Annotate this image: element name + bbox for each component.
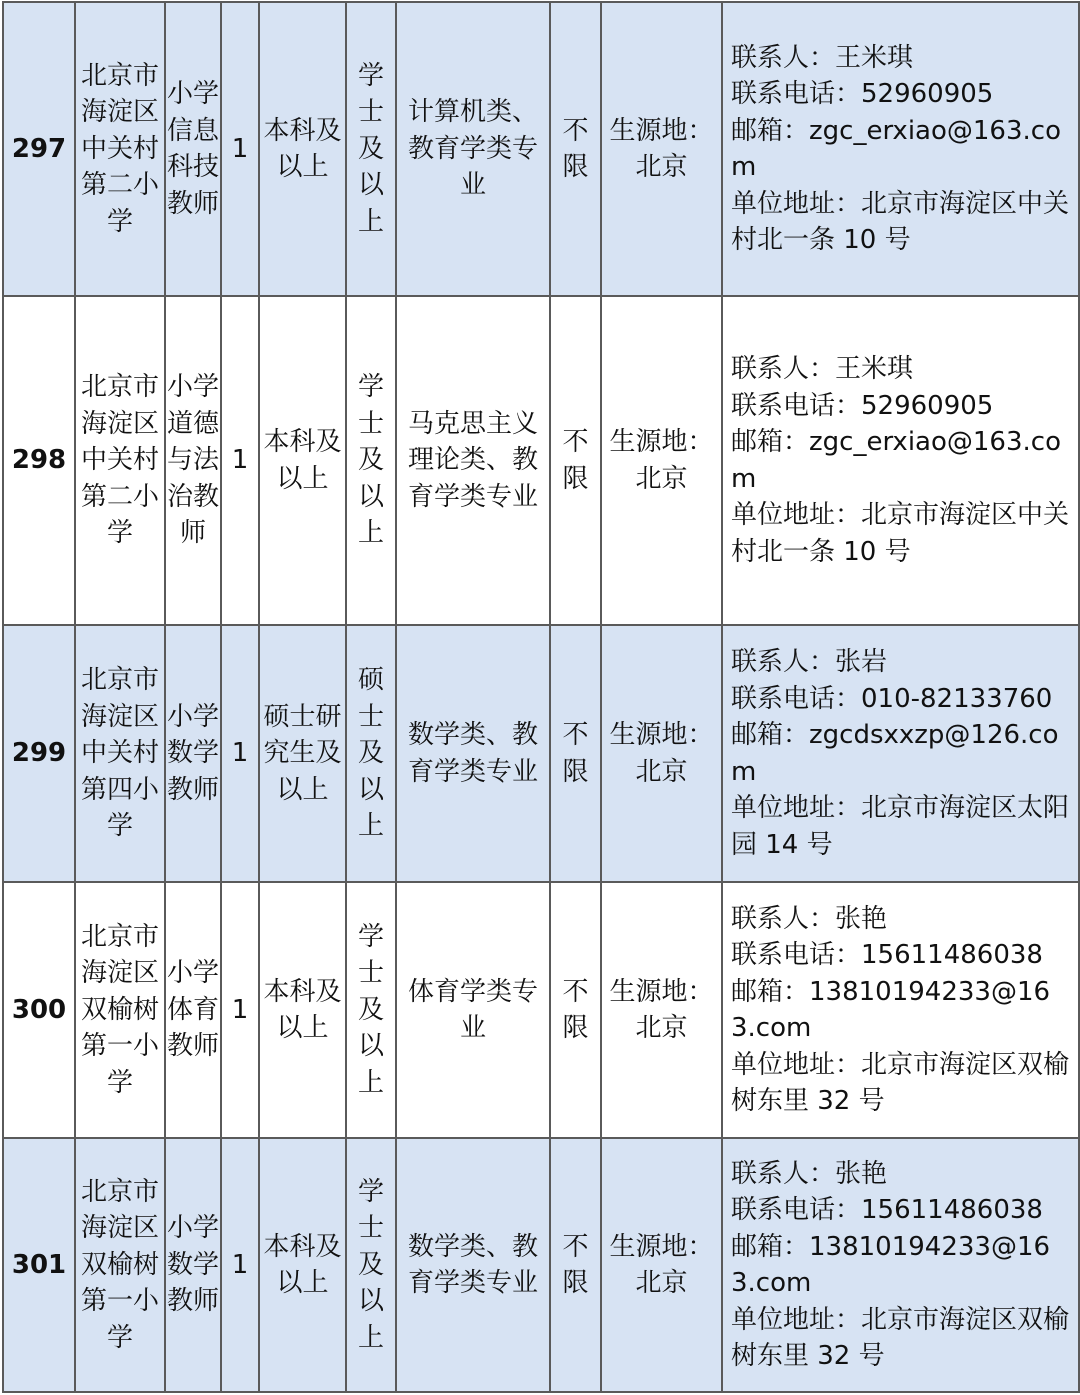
contact-info (722, 2, 1079, 296)
position-name: 小学数学教师 (165, 1138, 221, 1392)
position-name: 小学信息科技教师 (165, 2, 221, 296)
major-requirement: 数学类、教育学类专业 (396, 625, 550, 882)
contact-phone: 联系电话：15611486038 (731, 940, 1043, 970)
degree-requirement: 学士及以上 (346, 296, 396, 625)
education-requirement: 本科及以上 (259, 296, 346, 625)
table-row (3, 882, 1079, 1138)
contact-phone: 联系电话：010-82133760 (731, 683, 1053, 714)
row-number: 297 (3, 2, 75, 296)
age-requirement: 不限 (550, 882, 601, 1138)
contact-person: 联系人：王米琪 (731, 354, 914, 384)
contact-address: 单位地址：北京市海淀区中关村北一条 10 号 (731, 500, 1070, 567)
contact-email: 邮箱：13810194233@163.com (731, 1231, 1051, 1298)
table-row (3, 625, 1079, 882)
education-requirement: 本科及以上 (259, 2, 346, 296)
origin-requirement: 生源地：北京 (601, 1138, 722, 1392)
job-listing-table (2, 1, 1080, 1393)
degree-requirement: 学士及以上 (346, 882, 396, 1138)
contact-info (722, 296, 1079, 625)
major-requirement: 马克思主义理论类、教育学类专业 (396, 296, 550, 625)
row-number: 299 (3, 625, 75, 882)
hiring-count: 1 (221, 882, 259, 1138)
contact-person: 联系人：王米琪 (731, 42, 914, 73)
origin-requirement: 生源地：北京 (601, 882, 722, 1138)
major-requirement: 计算机类、教育学类专业 (396, 2, 550, 296)
age-requirement: 不限 (550, 625, 601, 882)
origin-requirement: 生源地：北京 (601, 2, 722, 296)
education-requirement: 本科及以上 (259, 1138, 346, 1392)
origin-requirement: 生源地：北京 (601, 625, 722, 882)
hiring-count: 1 (221, 2, 259, 296)
position-name: 小学道德与法治教师 (165, 296, 221, 625)
degree-requirement: 学士及以上 (346, 1138, 396, 1392)
contact-info (722, 882, 1079, 1138)
contact-person: 联系人：张艳 (731, 1158, 888, 1189)
employer-unit: 北京市海淀区双榆树第一小学 (75, 1138, 165, 1392)
row-number: 300 (3, 882, 75, 1138)
employer-unit: 北京市海淀区中关村第二小学 (75, 2, 165, 296)
employer-unit: 北京市海淀区双榆树第一小学 (75, 882, 165, 1138)
contact-address: 单位地址：北京市海淀区中关村北一条 10 号 (731, 188, 1070, 255)
contact-address: 单位地址：北京市海淀区双榆树东里 32 号 (731, 1049, 1070, 1116)
contact-info (722, 1138, 1079, 1392)
row-number: 298 (3, 296, 75, 625)
hiring-count: 1 (221, 1138, 259, 1392)
row-number: 301 (3, 1138, 75, 1392)
degree-requirement: 学士及以上 (346, 2, 396, 296)
major-requirement: 数学类、教育学类专业 (396, 1138, 550, 1392)
hiring-count: 1 (221, 625, 259, 882)
position-name: 小学体育教师 (165, 882, 221, 1138)
hiring-count: 1 (221, 296, 259, 625)
education-requirement: 本科及以上 (259, 882, 346, 1138)
education-requirement: 硕士研究生及以上 (259, 625, 346, 882)
employer-unit: 北京市海淀区中关村第二小学 (75, 296, 165, 625)
employer-unit: 北京市海淀区中关村第四小学 (75, 625, 165, 882)
age-requirement: 不限 (550, 1138, 601, 1392)
contact-email: 邮箱：zgc_erxiao@163.com (731, 427, 1061, 494)
origin-requirement: 生源地：北京 (601, 296, 722, 625)
contact-phone: 联系电话：52960905 (731, 390, 994, 421)
age-requirement: 不限 (550, 296, 601, 625)
contact-phone: 联系电话：15611486038 (731, 1195, 1043, 1225)
age-requirement: 不限 (550, 2, 601, 296)
major-requirement: 体育学类专业 (396, 882, 550, 1138)
contact-person: 联系人：张岩 (731, 647, 888, 677)
contact-address: 单位地址：北京市海淀区太阳园 14 号 (731, 793, 1070, 860)
table-row (3, 2, 1079, 296)
contact-email: 邮箱：zgcdsxxzp@126.com (731, 720, 1059, 787)
table-row (3, 296, 1079, 625)
contact-email: 邮箱：zgc_erxiao@163.com (731, 115, 1061, 182)
contact-info (722, 625, 1079, 882)
contact-email: 邮箱：13810194233@163.com (731, 976, 1051, 1043)
contact-address: 单位地址：北京市海淀区双榆树东里 32 号 (731, 1304, 1070, 1371)
contact-person: 联系人：张艳 (731, 903, 888, 934)
contact-phone: 联系电话：52960905 (731, 79, 994, 109)
table-row (3, 1138, 1079, 1392)
position-name: 小学数学教师 (165, 625, 221, 882)
degree-requirement: 硕士及以上 (346, 625, 396, 882)
